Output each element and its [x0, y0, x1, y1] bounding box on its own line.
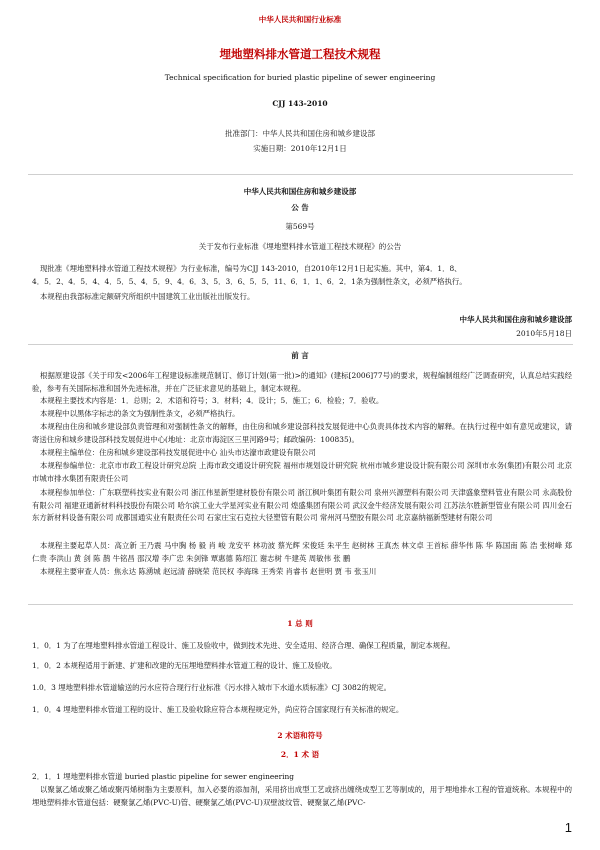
clause: 1．0．2 本规程适用于新建、扩建和改建的无压埋地塑料排水管道工程的设计、施工及验收。 — [32, 661, 337, 670]
preface-paragraph: 本规程主要审查人员：焦永达 陈湧城 赵远清 薛晓荣 范民权 李海珠 王秀荣 肖睿书 赵世明 贾 韦 张玉川 — [40, 567, 377, 576]
preface-paragraph: 本规程参加单位：广东联塑科技实业有限公司 浙江伟星新型建材股份有限公司 浙江枫叶集团有限公司 泉州兴源塑料有限公司 天津盛象塑料管业有限公司 永高股份有限公司 福建亚通新材料科技股份有限公司 哈尔滨工业大学星河实业有限公司 煌盛集团有限公司 武汉金牛经济发展有限公司 江苏法尔胜新型管业有限公司 四川金石东方新材料设备有限公司 成都国通实业有限责任公司 石家庄宝石克拉大径塑管有限公司 常州河马塑胶有限公司 北京嘉纳福新型建材有限公司 — [32, 488, 572, 523]
chapter-1-heading: 1 总 则 — [287, 619, 313, 628]
document-title-en: Technical specification for buried plastic pipeline of sewer engineering — [164, 73, 436, 82]
divider — [28, 344, 573, 345]
clause: 1．0．4 埋地塑料排水管道工程的设计、施工及验收除应符合本规程规定外，尚应符合国家现行有关标准的规定。 — [32, 705, 404, 714]
clause: 1.0．3 埋地塑料排水管道输送的污水应符合现行行业标准《污水排入城市下水道水质标准》CJ 3082的规定。 — [32, 683, 391, 692]
divider — [28, 604, 573, 605]
announcement-subject: 关于发布行业标准《埋地塑料排水管道工程技术规程》的公告 — [198, 242, 402, 251]
announcement-date: 2010年5月18日 — [516, 329, 572, 338]
effective-date: 实施日期：2010年12月1日 — [253, 144, 347, 153]
announcement-body-3: 本规程由我部标准定额研究所组织中国建筑工业出版社出版发行。 — [40, 292, 255, 301]
standard-category: 中华人民共和国行业标准 — [258, 15, 342, 24]
section-2-1-heading: 2．1 术 语 — [280, 750, 320, 759]
page-number: 1 — [564, 820, 572, 835]
standard-code: CJJ 143-2010 — [272, 99, 328, 108]
announcement-body-2: 4．5．2、4．5．4、4．5．5、4．5．9、4．6．3、5．3．6、5．5．11、6．1．1、6．2．1条为强制性条文，必须严格执行。 — [32, 277, 467, 286]
announcement-ministry: 中华人民共和国住房和城乡建设部 — [243, 187, 357, 196]
announcement-number: 第569号 — [285, 222, 315, 231]
clause-body: 以聚氯乙烯或聚乙烯或聚丙烯树脂为主要原料，加入必要的添加剂，采用挤出成型工艺或挤出缠绕成型工艺等制成的，用于埋地排水工程的管道统称。本规程中的埋地塑料排水管道包括：硬聚氯乙烯(PVC-U)管、硬聚氯乙烯(PVC-U)双壁波纹管、硬聚氯乙烯(PVC- — [32, 785, 572, 807]
clause: 1．0．1 为了在埋地塑料排水管道工程设计、施工及验收中，做到技术先进、安全适用、经济合理、确保工程质量，制定本规程。 — [32, 641, 455, 650]
announcement-label: 公 告 — [291, 203, 309, 212]
preface-paragraph: 本规程主要技术内容是：1．总则；2．术语和符号；3．材料；4．设计；5．施工；6．检验；7．验收。 — [40, 396, 384, 405]
divider — [28, 174, 573, 175]
chapter-2-heading: 2 术语和符号 — [277, 731, 323, 740]
preface-paragraph: 本规程主编单位：住房和城乡建设部科技发展促进中心 汕头市达濠市政建设有限公司 — [40, 448, 316, 457]
announcement-body-1: 现批准《埋地塑料排水管道工程技术规程》为行业标准，编号为CJJ 143-2010，自2010年12月1日起实施。其中，第4．1．8、 — [40, 264, 462, 273]
preface-paragraph: 本规程中以黑体字标志的条文为强制性条文，必须严格执行。 — [40, 409, 240, 418]
clause: 2．1．1 埋地塑料排水管道 buried plastic pipeline for sewer engineering — [32, 772, 295, 781]
approval-department: 批准部门：中华人民共和国住房和城乡建设部 — [225, 129, 375, 138]
document-title: 埋地塑料排水管道工程技术规程 — [219, 47, 381, 61]
preface-paragraph: 本规程由住房和城乡建设部负责管理和对强制性条文的解释，由住房和城乡建设部科技发展促进中心负责具体技术内容的解释。在执行过程中如有意见或建议，请寄送住房和城乡建设部科技发展促进中心(地址：北京市海淀区三里河路9号；邮政编码：100835)。 — [32, 422, 572, 444]
announcement-signer: 中华人民共和国住房和城乡建设部 — [459, 315, 572, 324]
preface-heading: 前 言 — [291, 351, 309, 360]
preface-paragraph: 本规程主要起草人员：高立新 王乃震 马中胸 杨 毅 肖 峻 龙安平 林功波 蔡光辉 宋俊廷 朱平生 赵树林 王真杰 林文卓 王首标 薛华伟 陈 华 陈国南 陈 浩 张树峰 郑仁贵 李洪山 黄 剑 陈 鹊 牛铭昌 邵汉增 李广忠 朱剑锋 覃惠德 陈绍江 谢志树 牛建英 周敏伟 张 鹏 — [32, 541, 572, 563]
preface-paragraph: 根据原建设部《关于印发<2006年工程建设标准规范制订、修订计划(第一批)>的通知》(建标[2006]77号)的要求，规程编制组经广泛调查研究，认真总结实践经验，参考有关国际标准和国外先进标准，并在广泛征求意见的基础上，制定本规程。 — [32, 371, 572, 393]
preface-paragraph: 本规程参编单位：北京市市政工程设计研究总院 上海市政交通设计研究院 福州市规划设计研究院 杭州市城乡建设设计院有限公司 深圳市水务(集团)有限公司 北京市城市排水集团有限责任公司 — [32, 461, 572, 483]
